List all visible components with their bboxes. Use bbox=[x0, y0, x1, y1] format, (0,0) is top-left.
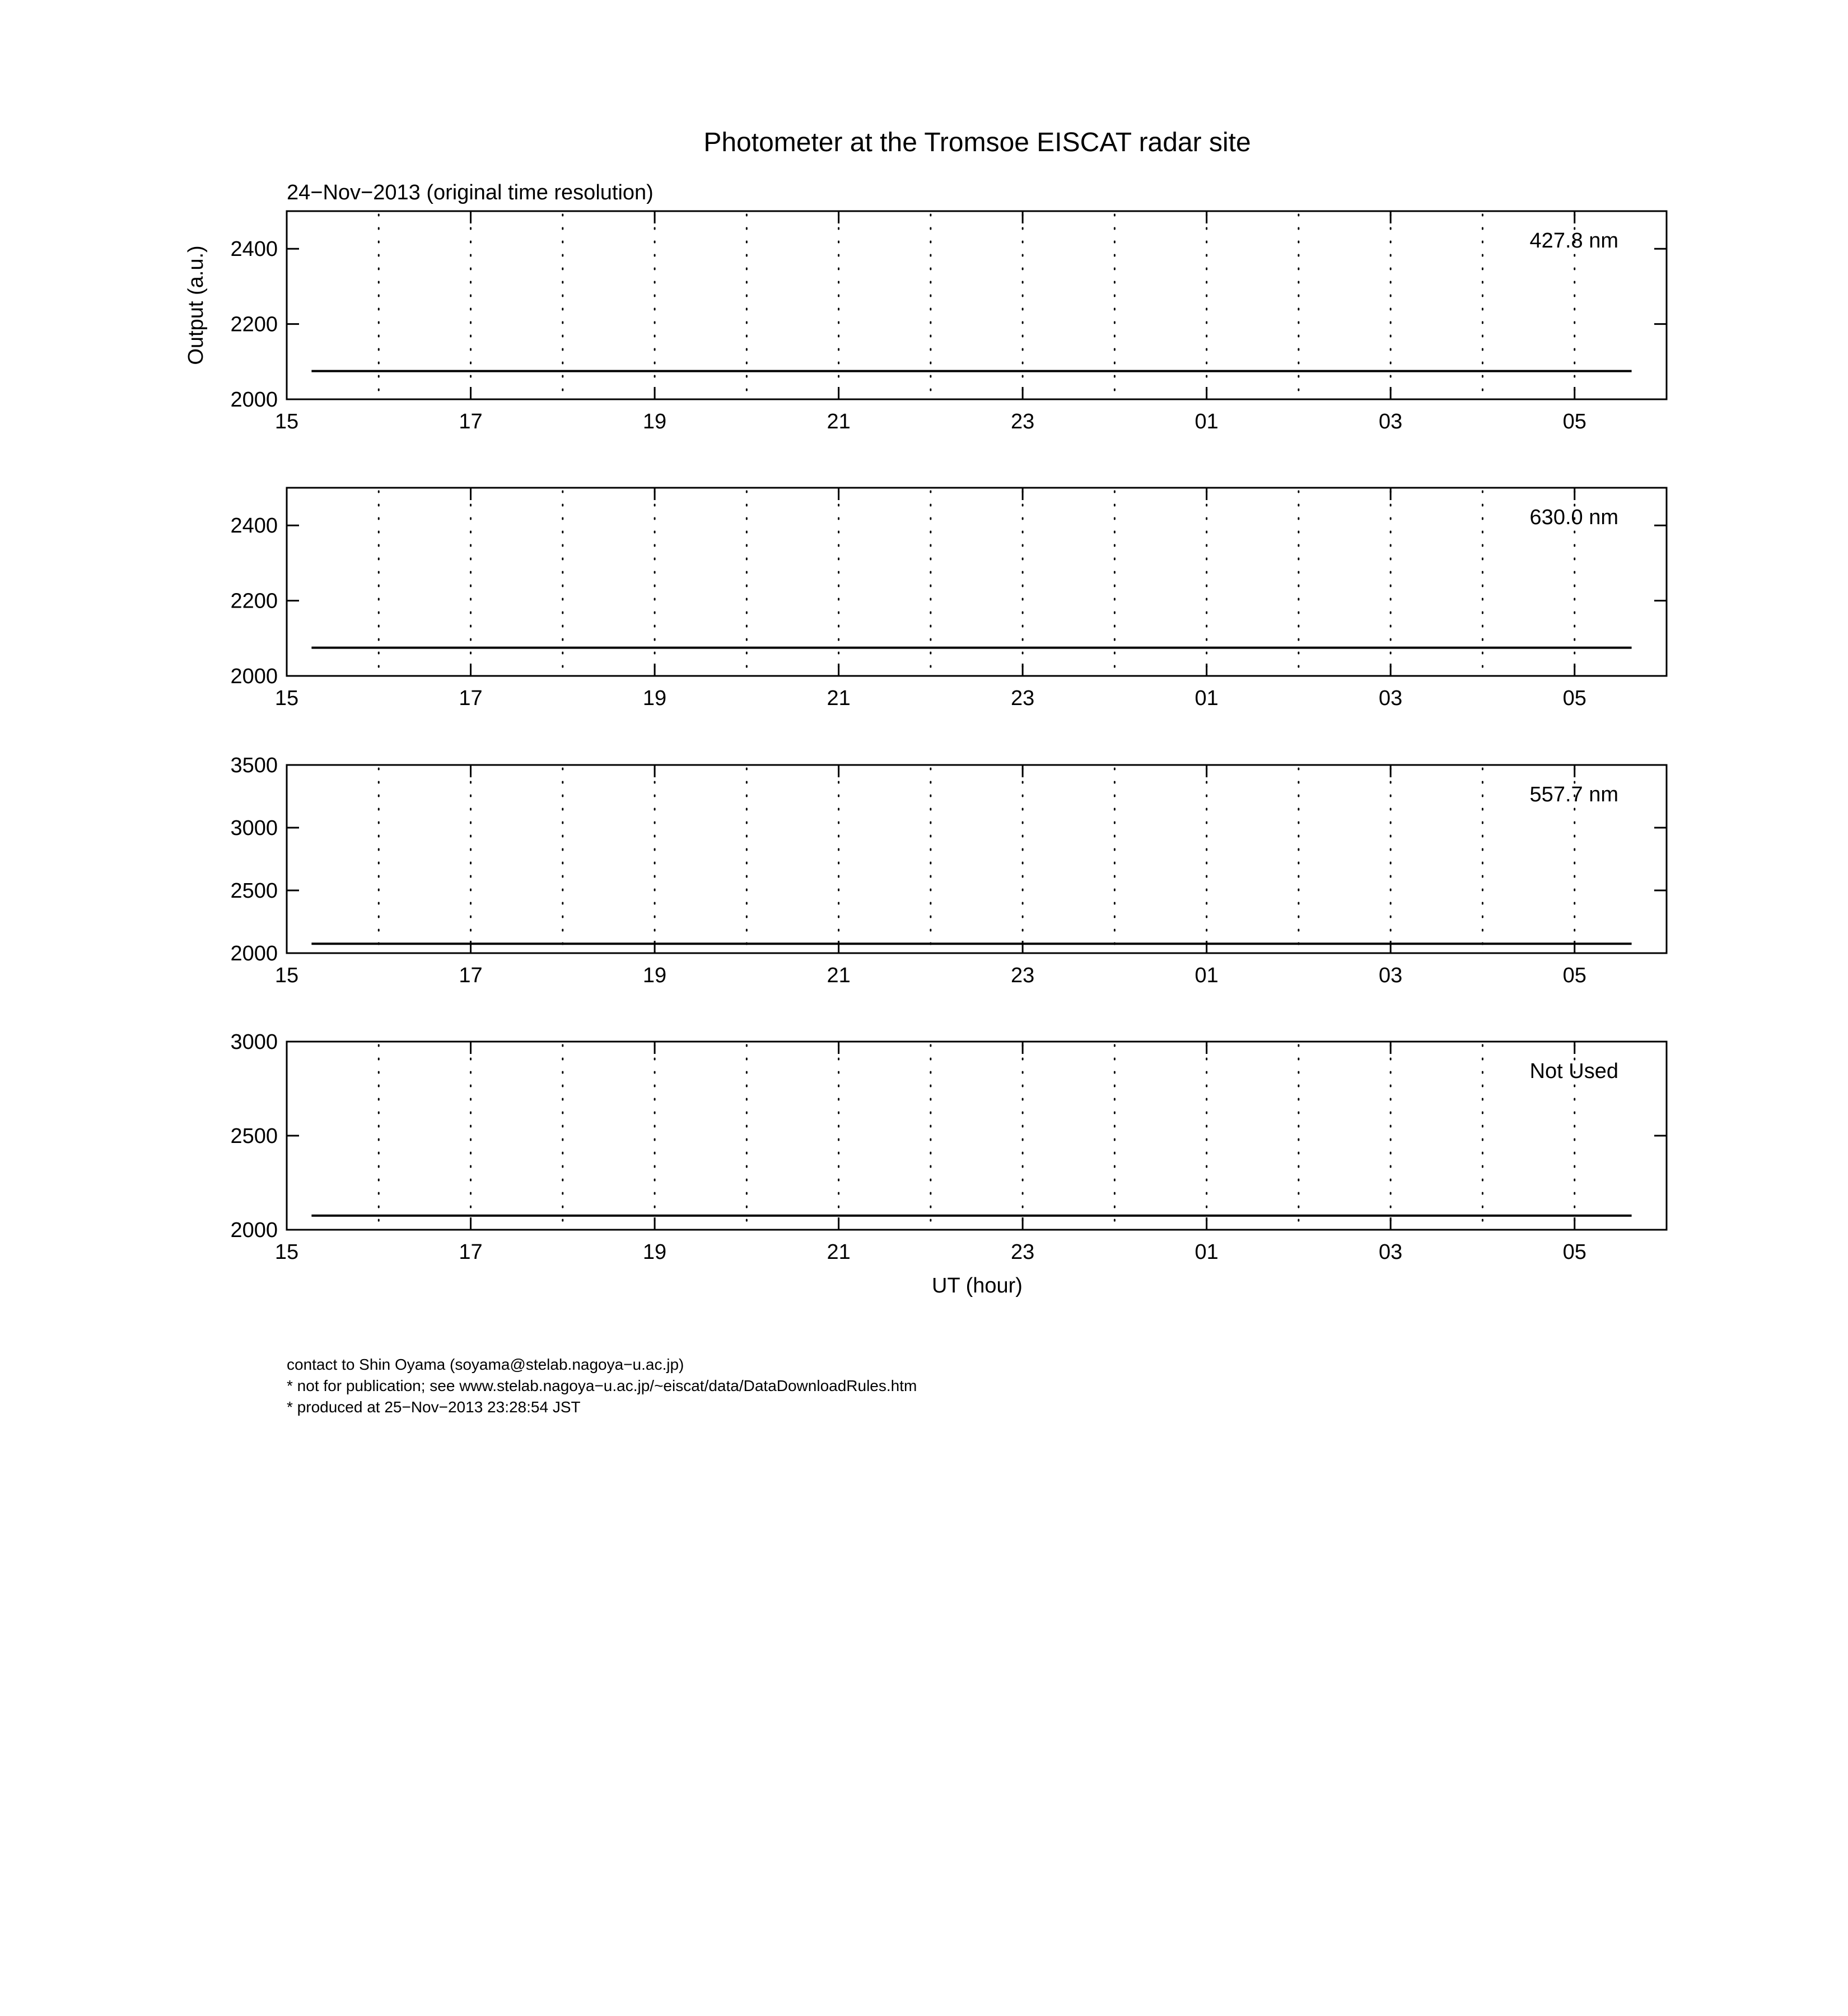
x-tick-label: 03 bbox=[1379, 964, 1403, 987]
x-tick-label: 05 bbox=[1562, 410, 1586, 433]
y-tick-label: 2200 bbox=[230, 589, 278, 613]
x-tick-label: 01 bbox=[1194, 410, 1219, 433]
panel-label: 630.0 nm bbox=[1529, 506, 1618, 529]
x-axis-label: UT (hour) bbox=[932, 1274, 1023, 1298]
x-tick-label: 23 bbox=[1010, 687, 1035, 710]
x-tick-label: 17 bbox=[459, 1240, 483, 1264]
x-tick-label: 01 bbox=[1194, 964, 1219, 987]
panel-label: Not Used bbox=[1529, 1060, 1618, 1083]
y-tick-label: 2000 bbox=[230, 1219, 278, 1242]
chart-title: Photometer at the Tromsoe EISCAT radar site bbox=[703, 128, 1251, 157]
x-tick-label: 03 bbox=[1379, 687, 1403, 710]
x-tick-label: 23 bbox=[1010, 964, 1035, 987]
panel-4 bbox=[230, 1030, 1667, 1264]
y-tick-label: 2500 bbox=[230, 1124, 278, 1148]
x-tick-label: 15 bbox=[274, 964, 299, 987]
x-tick-label: 01 bbox=[1194, 687, 1219, 710]
x-tick-label: 05 bbox=[1562, 1240, 1586, 1264]
y-tick-label: 3000 bbox=[230, 1030, 278, 1054]
x-tick-label: 23 bbox=[1010, 410, 1035, 433]
x-tick-label: 21 bbox=[827, 687, 851, 710]
panel-1 bbox=[230, 211, 1667, 433]
x-tick-label: 19 bbox=[642, 687, 667, 710]
y-tick-label: 2400 bbox=[230, 514, 278, 538]
x-tick-label: 03 bbox=[1379, 1240, 1403, 1264]
x-tick-label: 17 bbox=[459, 410, 483, 433]
chart-subtitle: 24−Nov−2013 (original time resolution) bbox=[287, 181, 654, 204]
x-tick-label: 15 bbox=[274, 1240, 299, 1264]
x-tick-label: 17 bbox=[459, 687, 483, 710]
x-tick-label: 23 bbox=[1010, 1240, 1035, 1264]
y-tick-label: 2000 bbox=[230, 665, 278, 688]
x-tick-label: 15 bbox=[274, 687, 299, 710]
footer-produced: * produced at 25−Nov−2013 23:28:54 JST bbox=[287, 1398, 581, 1416]
x-tick-label: 01 bbox=[1194, 1240, 1219, 1264]
panel-label: 557.7 nm bbox=[1529, 783, 1618, 806]
y-tick-label: 2200 bbox=[230, 312, 278, 337]
y-axis-label: Output (a.u.) bbox=[184, 245, 208, 365]
axes-box bbox=[287, 1042, 1667, 1230]
x-tick-label: 17 bbox=[459, 964, 483, 987]
panel-3 bbox=[230, 754, 1667, 987]
footer-notes bbox=[287, 1354, 917, 1418]
x-tick-label: 05 bbox=[1562, 687, 1586, 710]
x-tick-label: 19 bbox=[642, 410, 667, 433]
footer-contact: contact to Shin Oyama (soyama@stelab.nagoya−u.ac.jp) bbox=[287, 1356, 684, 1373]
x-tick-label: 03 bbox=[1379, 410, 1403, 433]
panels-group bbox=[230, 211, 1667, 1264]
x-tick-label: 21 bbox=[827, 1240, 851, 1264]
x-tick-label: 19 bbox=[642, 964, 667, 987]
axes-box bbox=[287, 765, 1667, 953]
y-tick-label: 2000 bbox=[230, 388, 278, 412]
x-tick-label: 05 bbox=[1562, 964, 1586, 987]
y-tick-label: 2000 bbox=[230, 942, 278, 965]
y-tick-label: 2400 bbox=[230, 237, 278, 262]
y-tick-label: 2500 bbox=[230, 879, 278, 903]
x-tick-label: 19 bbox=[642, 1240, 667, 1264]
panel-2 bbox=[230, 488, 1667, 710]
y-tick-label: 3000 bbox=[230, 816, 278, 840]
x-tick-label: 15 bbox=[274, 410, 299, 433]
x-tick-label: 21 bbox=[827, 410, 851, 433]
footer-rules: * not for publication; see www.stelab.nagoya−u.ac.jp/~eiscat/data/DataDownloadRules.htm bbox=[287, 1377, 917, 1394]
panel-label: 427.8 nm bbox=[1529, 229, 1618, 253]
x-tick-label: 21 bbox=[827, 964, 851, 987]
y-tick-label: 3500 bbox=[230, 754, 278, 777]
